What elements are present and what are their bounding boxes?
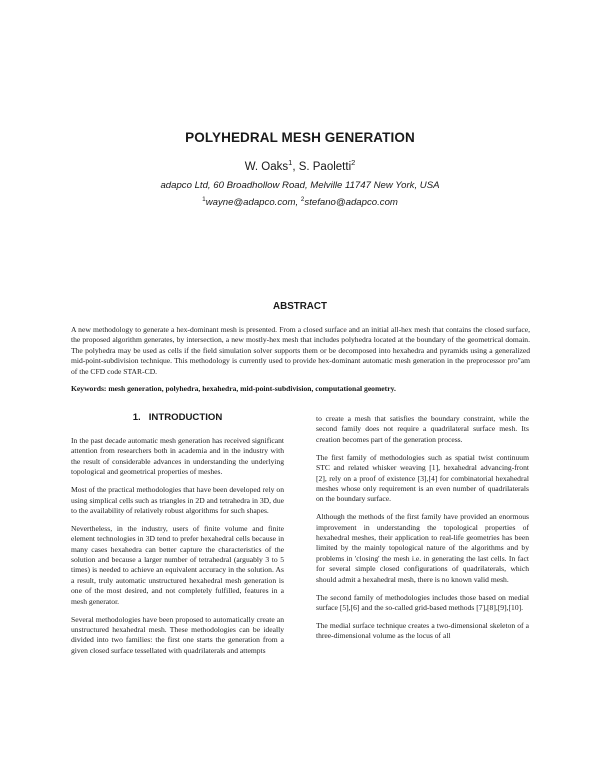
keywords-line: Keywords: mesh generation, polyhedra, hexahedra, mid-point-subdivision, computational geometry.: [71, 384, 396, 393]
affiliation: adapco Ltd, 60 Broadhollow Road, Melville 11747 New York, USA: [160, 180, 440, 191]
author-mark: 2: [351, 158, 356, 167]
email-address: wayne@adapco.com: [205, 197, 296, 209]
email-mark: 1: [202, 196, 206, 203]
email-address: stefano@adapco.com: [304, 197, 398, 209]
paper-title: POLYHEDRAL MESH GENERATION: [185, 130, 415, 145]
author-line: [0, 158, 600, 173]
paragraph: Nevertheless, in the industry, users of finite volume and finite element technologies in 3D tend to prefer hexahedral cells because in many cases hexahedra can better capture the characteristics of the solution and because a larger number of tetrahedral (arguably 3 to 5 times) is needed to achieve an equivalent accuracy in the solution. As a result, truly automatic unstructured hexahedral mesh generation is one of the most desired, and not completely fulfilled, features in a mesh generator.: [71, 523, 284, 606]
paragraph: The first family of methodologies such as spatial twist continuum STC and related whisker weaving [1], hexahedral advancing-front [2], rely on a proof of existence [3],[4] for combinatorial hexahedral meshes whose only requirement is an even number of quadrilaterals on the boundary surface.: [316, 452, 529, 504]
paragraph: Although the methods of the first family have provided an enormous improvement in understanding the topological properties of hexahedral meshes, their application to real-life geometries has been limited by the mainly topological nature of the algorithms and by problems in 'closing' the mesh i.e. in generating the last cells. In fact for several simple closed configurations of quadrilaterals, which should admit a hexahedral mesh, there is no known valid mesh.: [316, 512, 529, 584]
author-separator: ,: [292, 160, 299, 173]
paragraph: In the past decade automatic mesh generation has received significant attention from researchers both in academia and in the industry with the result of considerable advances in understanding the underlying topological and geometrical properties of meshes.: [71, 436, 284, 477]
section-number: 1.: [132, 412, 141, 423]
abstract-heading: ABSTRACT: [273, 301, 327, 312]
email-separator: ,: [295, 197, 301, 209]
paragraph: Several methodologies have been proposed to automatically create an unstructured hexahedral mesh. These methodologies can be ideally divided into two families: the first one starts the generation from a given closed surface tessellated with quadrilaterals and attempts: [71, 614, 284, 655]
author-name: W. Oaks: [244, 160, 289, 173]
paragraph: to create a mesh that satisfies the boundary constraint, while the second family does not require a quadrilateral surface mesh. Its creation becomes part of the generation process.: [316, 414, 529, 444]
email-mark: 2: [300, 196, 305, 203]
abstract-text: A new methodology to generate a hex-dominant mesh is presented. From a closed surface and an initial all-hex mesh that contains the closed surface, the proposed algorithm generates, by intersection, a new mostly-hex mesh that includes polyhedra located at the boundary of the geometrical domain. The polyhedra may be used as cells if the field simulation solver supports them or be decomposed into hexahedra and pyramids using a generalized mid-point-subdivision technique. This methodology is currently used to provide hex-dominant automatic mesh generation in the preprocessor pro"am of the CFD code STAR-CD.: [71, 325, 530, 376]
section-title: INTRODUCTION: [148, 412, 223, 423]
author-name: S. Paoletti: [298, 160, 352, 173]
right-column: [316, 414, 529, 649]
paragraph: The second family of methodologies includes those based on medial surface [5],[6] and the so-called grid-based methods [7],[8],[9],[10].: [316, 592, 529, 612]
section-heading: [71, 412, 284, 424]
paragraph: The medial surface technique creates a two-dimensional skeleton of a three-dimensional volume as the locus of all: [316, 620, 529, 641]
left-column: [71, 412, 284, 664]
author-mark: 1: [288, 158, 293, 167]
email-line: [0, 196, 600, 208]
paragraph: Most of the practical methodologies that have been developed rely on using simplical cells such as triangles in 2D and tetrahedra in 3D, due to the availability of relatively robust algorithms for such shapes.: [71, 485, 284, 515]
